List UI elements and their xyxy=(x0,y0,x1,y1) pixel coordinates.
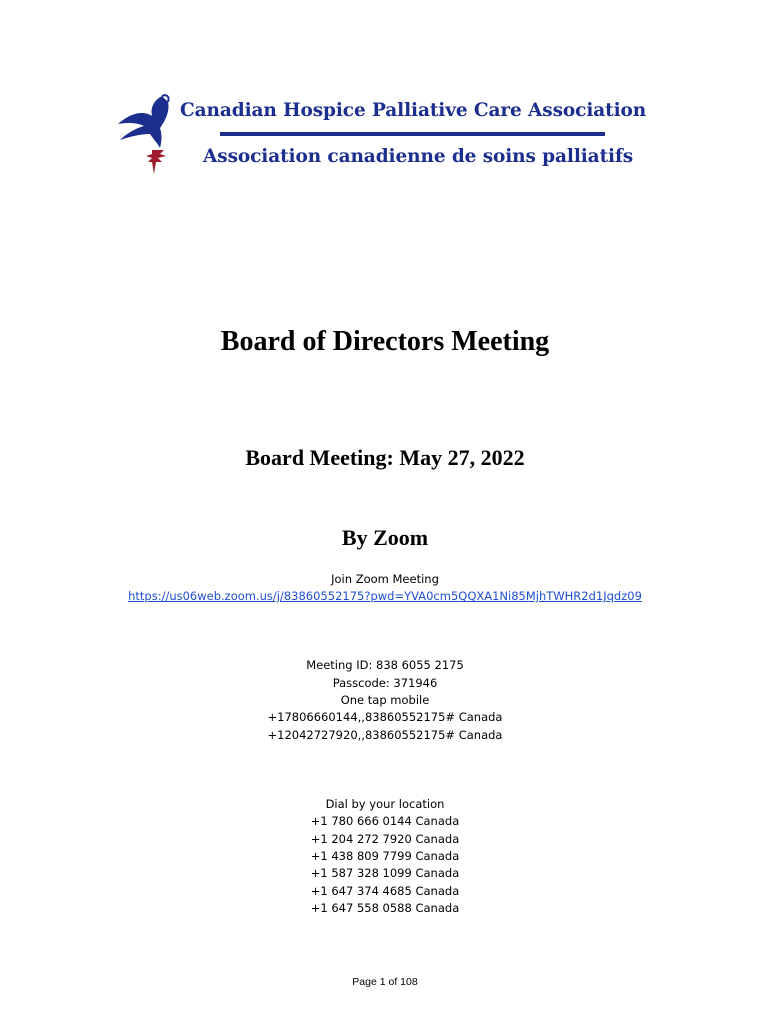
one-tap-number: +12042727920,,83860552175# Canada xyxy=(267,728,503,742)
one-tap-number: +17806660144,,83860552175# Canada xyxy=(267,710,503,724)
logo-name-english: Canadian Hospice Palliative Care Association xyxy=(180,100,647,121)
join-zoom-label: Join Zoom Meeting xyxy=(331,572,439,586)
dial-number: +1 587 328 1099 Canada xyxy=(310,866,460,880)
page-number: Page 1 of 108 xyxy=(352,976,418,988)
dove-icon xyxy=(110,90,180,180)
dial-number: +1 438 809 7799 Canada xyxy=(310,849,460,863)
dial-number: +1 647 374 4685 Canada xyxy=(310,884,460,898)
dial-number: +1 204 272 7920 Canada xyxy=(310,832,460,846)
dial-by-location-label: Dial by your location xyxy=(325,797,445,811)
association-logo xyxy=(110,90,655,185)
meeting-id: Meeting ID: 838 6055 2175 xyxy=(306,658,464,672)
dial-number: +1 647 558 0588 Canada xyxy=(310,901,460,915)
one-tap-label: One tap mobile xyxy=(340,693,430,707)
meeting-date: Board Meeting: May 27, 2022 xyxy=(245,445,525,470)
meeting-venue: By Zoom xyxy=(341,525,429,550)
zoom-meeting-link[interactable]: https://us06web.zoom.us/j/83860552175?pwd=YVA0cm5QQXA1Ni85MjhTWHR2d1Jqdz09 xyxy=(128,589,642,603)
document-title: Board of Directors Meeting xyxy=(220,326,550,357)
logo-name-french: Association canadienne de soins palliatifs xyxy=(203,146,634,167)
logo-divider xyxy=(220,132,605,136)
dial-number: +1 780 666 0144 Canada xyxy=(310,814,460,828)
passcode: Passcode: 371946 xyxy=(332,676,438,690)
